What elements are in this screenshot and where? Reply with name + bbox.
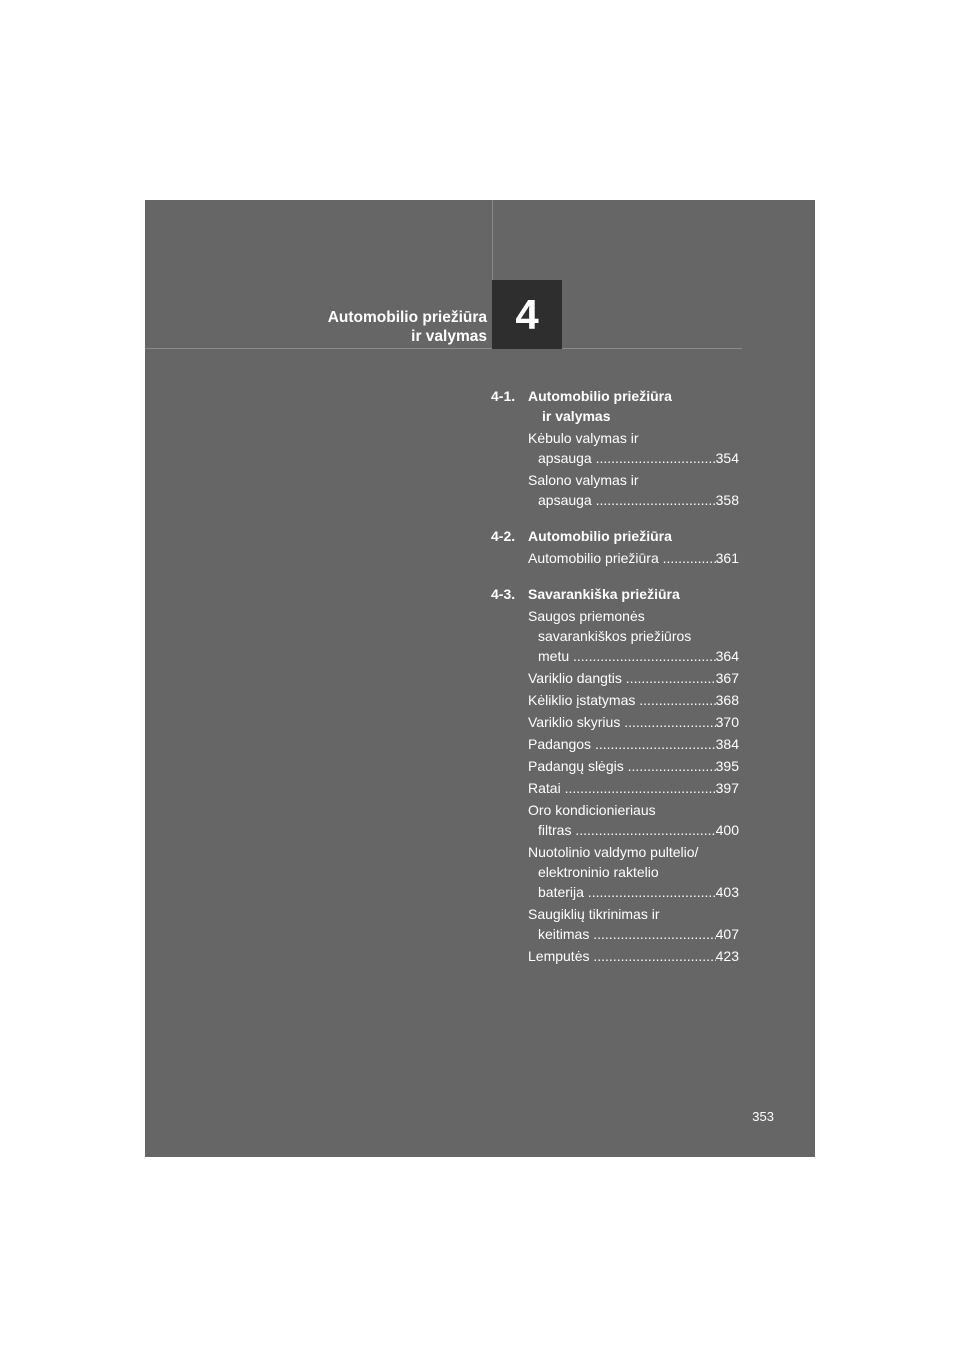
toc-entry-page-number: 397 (715, 780, 739, 796)
toc-entry-text: Salono valymas ir (528, 472, 639, 488)
toc-entry[interactable] (528, 606, 739, 666)
toc-section-title: ir valymas (542, 408, 611, 424)
toc-entry-text: Saugiklių tikrinimas ir (528, 906, 660, 922)
toc-entry-text: filtras ..... (538, 820, 716, 840)
toc-section (491, 386, 739, 510)
chapter-title-line1: Automobilio priežiūra (327, 309, 487, 326)
toc-entry[interactable] (528, 842, 739, 902)
toc-entry-page-number: 354 (715, 450, 739, 466)
toc-entry[interactable] (528, 428, 739, 468)
toc-entry-page-number: 400 (715, 822, 739, 838)
toc-entry-page-number: 361 (715, 550, 739, 566)
toc-entry[interactable] (528, 690, 739, 710)
toc-entry-page-number: 407 (715, 926, 739, 942)
toc-section-heading (491, 386, 739, 426)
toc-entry-text: Kėliklio įstatymas ..... (528, 690, 716, 710)
toc-entry-text: savarankiškos priežiūros (538, 628, 692, 644)
toc-entry-text: elektroninio raktelio (538, 864, 659, 880)
chapter-title-line2: ir valymas (411, 328, 487, 345)
toc-section-title: Automobilio priežiūra (528, 388, 672, 404)
chapter-title (328, 308, 487, 346)
toc-entry-text: baterija ..... (538, 882, 716, 902)
toc-entry-page-number: 395 (715, 758, 739, 774)
toc-entry-page-number: 384 (715, 736, 739, 752)
toc-entry-page-number: 403 (715, 884, 739, 900)
header-horizontal-divider (145, 348, 742, 349)
toc-entry-text: Lemputės ..... (528, 946, 716, 966)
toc-section-number: 4-3. (491, 586, 516, 602)
toc-section-heading (491, 526, 739, 546)
toc-entry-page-number: 370 (715, 714, 739, 730)
toc-entry-text: Saugos priemonės (528, 608, 645, 624)
toc-entry-text: Automobilio priežiūra ..... (528, 548, 716, 568)
toc-entry-text: Padangos ..... (528, 734, 716, 754)
toc-entry[interactable] (528, 470, 739, 510)
toc-section (491, 584, 739, 966)
toc-entry[interactable] (528, 904, 739, 944)
toc-entry-text: Variklio skyrius ..... (528, 712, 716, 732)
table-of-contents (491, 386, 739, 982)
page-number: 353 (752, 1109, 774, 1124)
toc-entry-text: Ratai ..... (528, 778, 716, 798)
toc-section-heading (491, 584, 739, 604)
toc-entry-text: apsauga ..... (538, 490, 716, 510)
toc-entry[interactable] (528, 946, 739, 966)
toc-entry[interactable] (528, 756, 739, 776)
toc-entry-text: Variklio dangtis ..... (528, 668, 716, 688)
toc-entry-text: keitimas ..... (538, 924, 716, 944)
toc-entry[interactable] (528, 778, 739, 798)
toc-entry-page-number: 358 (715, 492, 739, 508)
toc-entry[interactable] (528, 734, 739, 754)
toc-entry-text: Oro kondicionieriaus (528, 802, 656, 818)
toc-entry-page-number: 367 (715, 670, 739, 686)
toc-section-number: 4-1. (491, 388, 516, 404)
toc-entry-page-number: 364 (715, 648, 739, 664)
toc-entry-text: apsauga ..... (538, 448, 716, 468)
toc-section-title: Automobilio priežiūra (528, 528, 672, 544)
toc-entry-text: Kėbulo valymas ir (528, 430, 639, 446)
toc-entry[interactable] (528, 800, 739, 840)
toc-section-number: 4-2. (491, 528, 516, 544)
toc-entry[interactable] (528, 668, 739, 688)
toc-section (491, 526, 739, 568)
toc-section-title: Savarankiška priežiūra (528, 586, 680, 602)
toc-entry-text: Padangų slėgis ..... (528, 756, 716, 776)
toc-entry[interactable] (528, 548, 739, 568)
toc-entry-text: metu ..... (538, 646, 716, 666)
manual-page (145, 200, 815, 1157)
toc-entry[interactable] (528, 712, 739, 732)
toc-entry-text: Nuotolinio valdymo pultelio/ (528, 844, 699, 860)
chapter-number-badge: 4 (492, 280, 562, 349)
toc-entry-page-number: 368 (715, 692, 739, 708)
toc-entry-page-number: 423 (715, 948, 739, 964)
